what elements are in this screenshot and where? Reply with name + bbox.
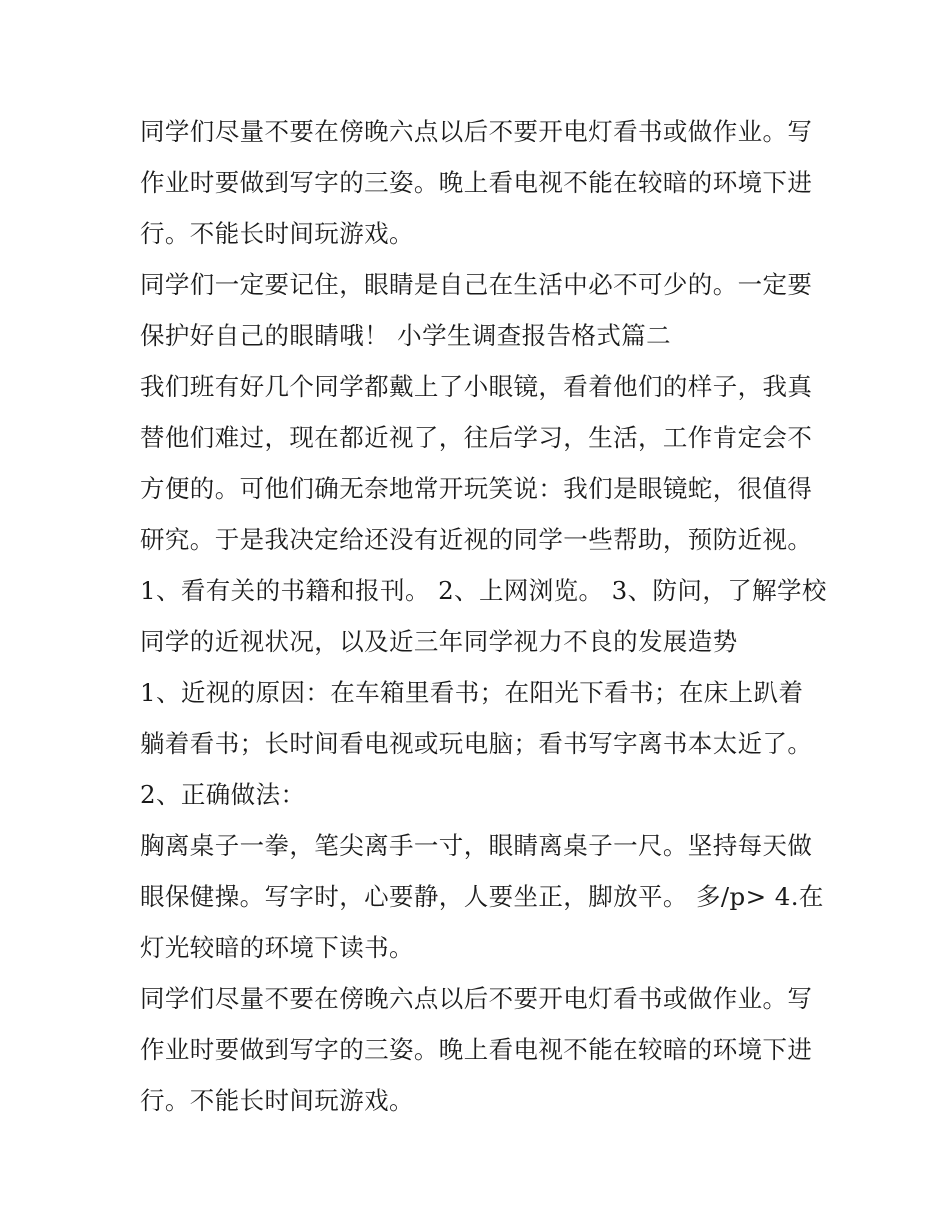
text-line: 方便的。可他们确无奈地常开玩笑说：我们是眼镜蛇，很值得 — [140, 474, 813, 503]
text-line: 保护好自己的眼睛哦！ 小学生调查报告格式篇二 — [140, 321, 672, 350]
text-line: 2、正确做法： — [140, 780, 306, 809]
text-line: 行。不能长时间玩游戏。 — [140, 1086, 414, 1115]
text-line: 1、近视的原因：在车箱里看书；在阳光下看书；在床上趴着 — [140, 678, 804, 707]
text-line: 胸离桌子一拳，笔尖离手一寸，眼睛离桌子一尺。坚持每天做 — [140, 831, 813, 860]
text-line: 眼保健操。写字时，心要静，人要坐正，脚放平。 多/p> 4.在 — [140, 882, 824, 911]
text-line: 作业时要做到写字的三姿。晚上看电视不能在较暗的环境下进 — [140, 1035, 813, 1064]
text-line: 作业时要做到写字的三姿。晚上看电视不能在较暗的环境下进 — [140, 168, 813, 197]
text-line: 同学们尽量不要在傍晚六点以后不要开电灯看书或做作业。写 — [140, 117, 813, 146]
text-line: 行。不能长时间玩游戏。 — [140, 219, 414, 248]
text-line: 研究。于是我决定给还没有近视的同学一些帮助，预防近视。 — [140, 525, 813, 554]
text-line: 同学们尽量不要在傍晚六点以后不要开电灯看书或做作业。写 — [140, 984, 813, 1013]
document-body — [140, 106, 827, 1126]
text-line: 同学的近视状况，以及近三年同学视力不良的发展造势 — [140, 627, 738, 656]
text-line: 躺着看书；长时间看电视或玩电脑；看书写字离书本太近了。 — [140, 729, 813, 758]
text-line: 同学们一定要记住，眼睛是自己在生活中必不可少的。一定要 — [140, 270, 813, 299]
text-line: 我们班有好几个同学都戴上了小眼镜，看着他们的样子，我真 — [140, 372, 813, 401]
text-line: 1、看有关的书籍和报刊。 2、上网浏览。 3、防问，了解学校 — [140, 576, 827, 605]
text-line: 灯光较暗的环境下读书。 — [140, 933, 414, 962]
text-line: 替他们难过，现在都近视了，往后学习，生活，工作肯定会不 — [140, 423, 813, 452]
